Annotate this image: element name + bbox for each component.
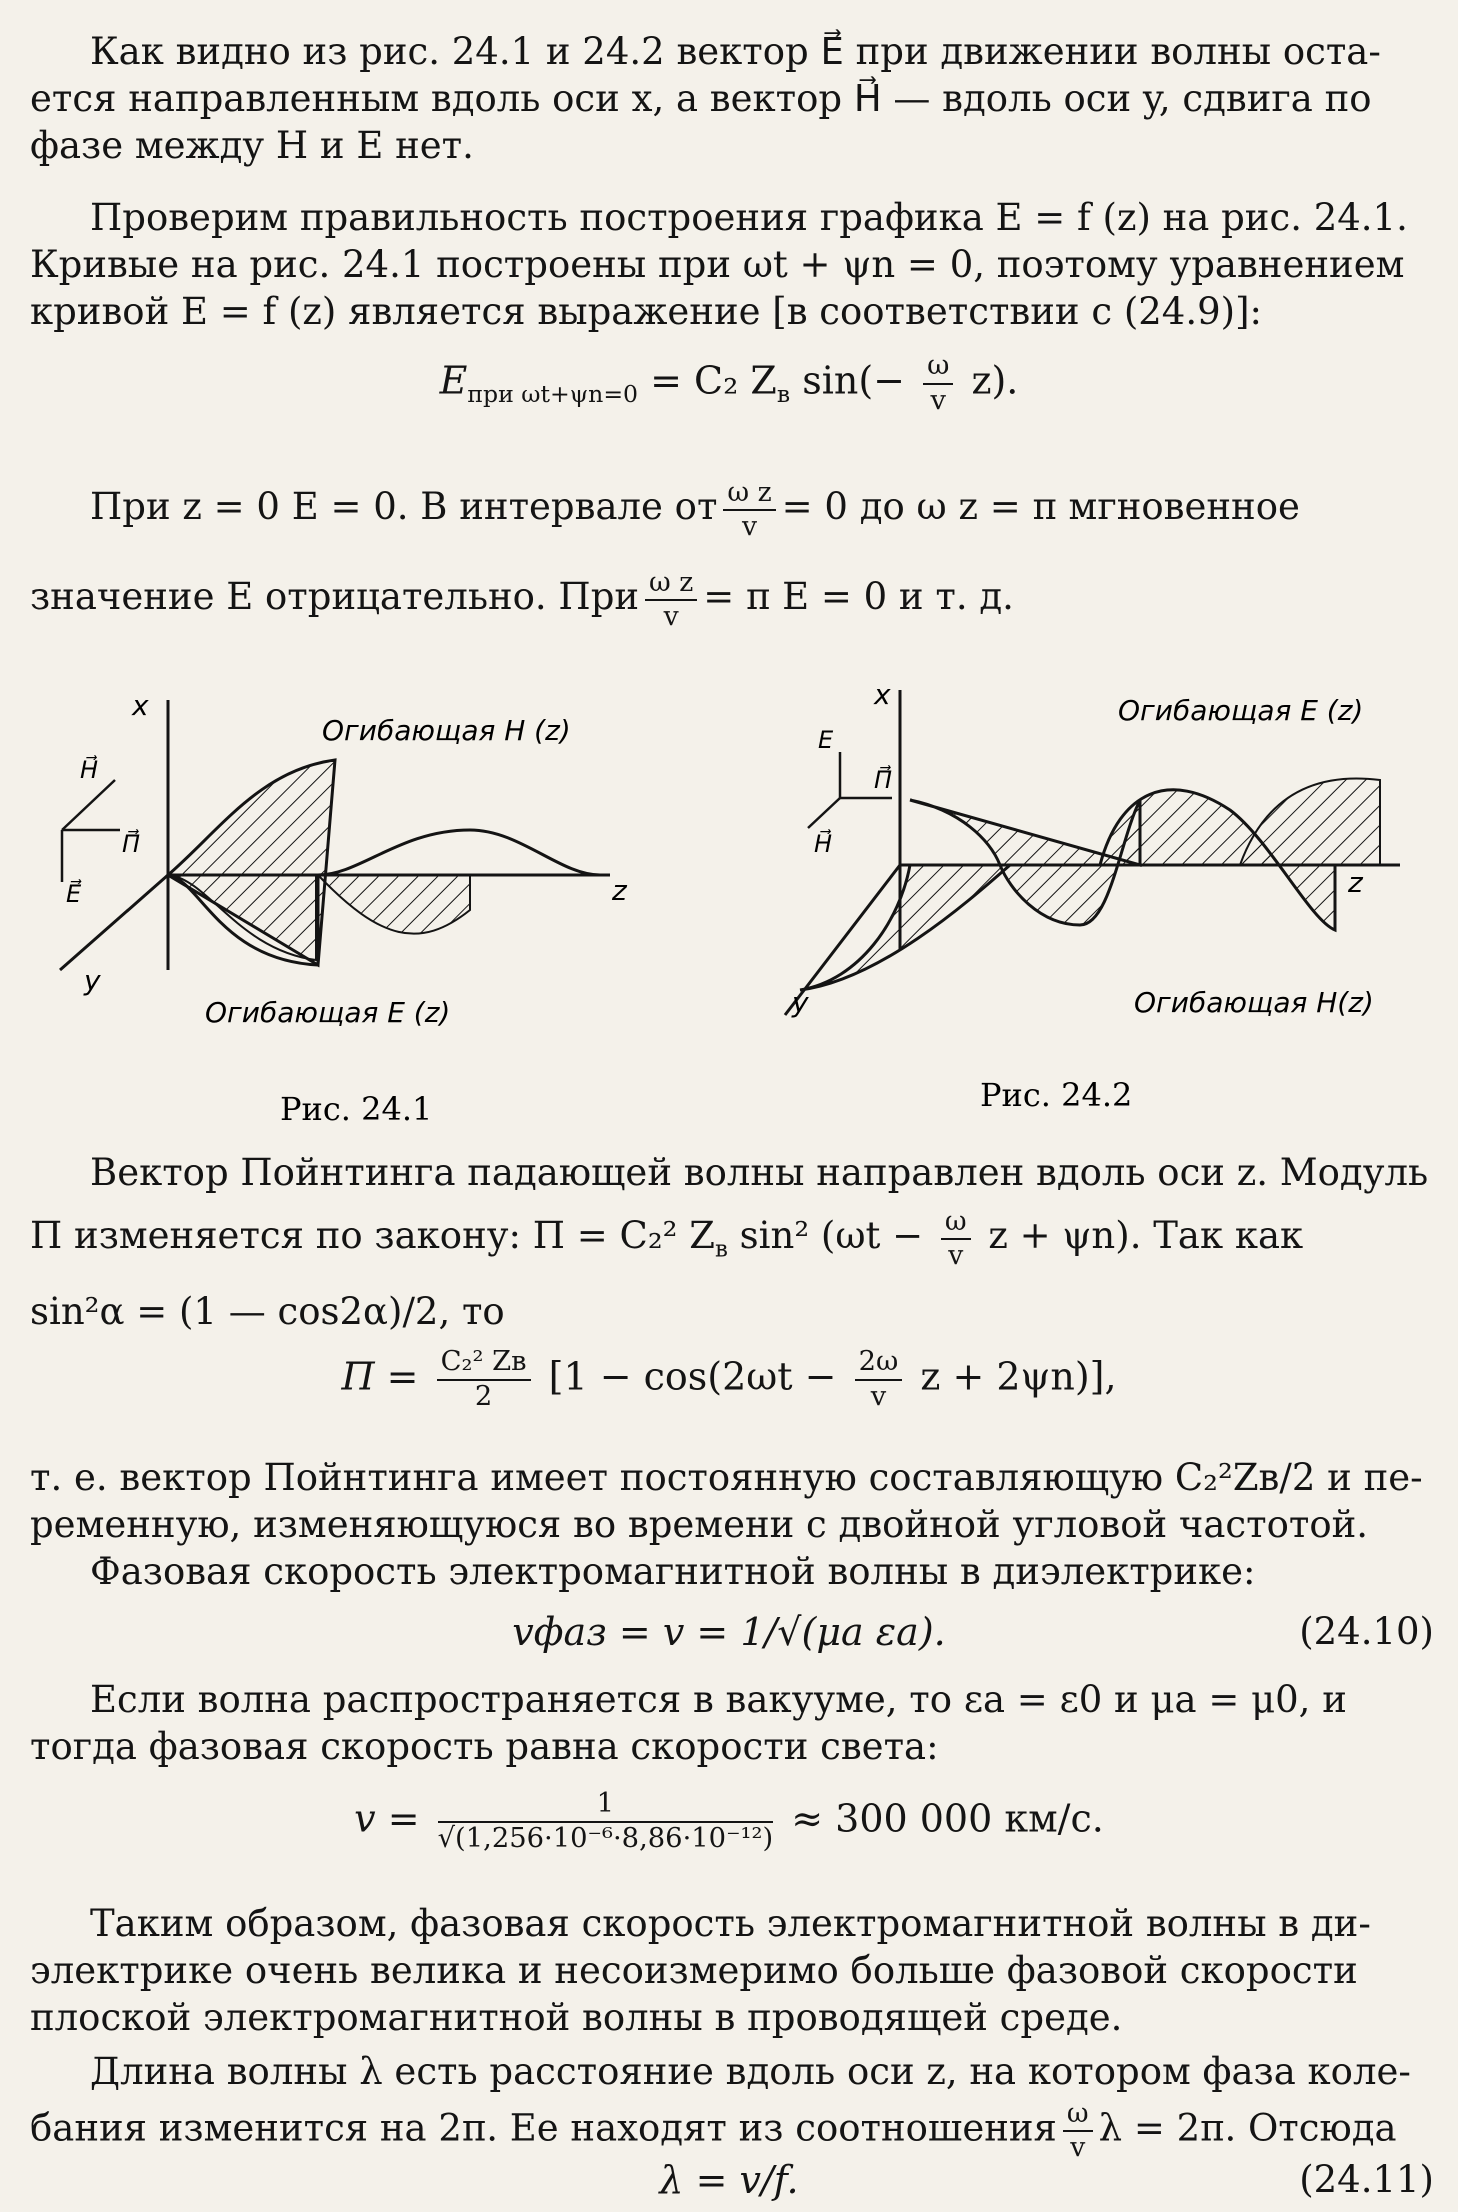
paragraph-check-graph <box>30 194 1440 335</box>
eq-part: = C₂ Z <box>638 358 777 403</box>
equation-e-at-zero-phase <box>0 350 1458 418</box>
vector-p-label: П⃗ <box>122 830 141 858</box>
figure-24-2 <box>785 678 1400 1114</box>
inline-fraction <box>941 1206 971 1272</box>
envelope-h-label: Огибающая H(z) <box>1134 986 1374 1019</box>
frac-num: ω z <box>645 567 697 601</box>
paragraph-conclusion <box>30 1900 1440 2041</box>
eq-subscript: в <box>776 379 791 408</box>
text-part: При z = 0 E = 0. В интервале от <box>90 485 718 528</box>
text-part: П изменяется по закону: П = C₂² Z <box>30 1214 715 1257</box>
eq-text: vфаз = v = 1/√(μa εa). <box>512 1610 946 1654</box>
text-line: кривой E = f (z) является выражение [в соответствии с (24.9)]: <box>30 290 1262 333</box>
eq-fraction <box>437 1346 531 1414</box>
eq-symbol: П = <box>341 1354 431 1399</box>
paragraph-poynting <box>30 1148 1440 1337</box>
eq-symbol: E <box>439 358 468 403</box>
text-line: ется направленным вдоль оси x, а вектор H⃗ — вдоль оси y, сдвига по <box>30 77 1372 120</box>
paragraph-vacuum <box>30 1676 1440 1770</box>
frac-num: 2ω <box>855 1346 903 1381</box>
vector-h-label: H⃗ <box>80 756 99 784</box>
equation-poynting-modulus <box>0 1346 1458 1414</box>
eq-fraction <box>923 350 953 418</box>
equation-speed-of-light <box>0 1788 1458 1856</box>
figures <box>0 660 1458 1140</box>
figure-24-1 <box>60 689 628 1128</box>
vector-e-label: E <box>818 726 834 754</box>
vector-h-label: H⃗ <box>814 830 833 858</box>
frac-den: v <box>742 510 758 542</box>
text-line: Проверим правильность построения графика E = f (z) на рис. 24.1. <box>90 196 1408 239</box>
frac-den: v <box>663 600 679 632</box>
figure-caption: Рис. 24.1 <box>280 1090 433 1128</box>
text-line: Как видно из рис. 24.1 и 24.2 вектор E⃗ при движении волны оста- <box>90 30 1381 73</box>
text-line: Таким образом, фазовая скорость электромагнитной волны в ди- <box>90 1902 1371 1945</box>
frac-num: 1 <box>438 1788 774 1823</box>
e-wave-envelope-2 <box>1240 778 1380 865</box>
text-part: λ = 2π. Отсюда <box>1098 2106 1397 2150</box>
vector-h-arrow <box>62 780 115 830</box>
eq-subscript: при ωt+ψn=0 <box>467 379 639 408</box>
text-line: т. е. вектор Пойнтинга имеет постоянную составляющую C₂²Zв/2 и пе- <box>30 1456 1423 1499</box>
text-part: = π E = 0 и т. д. <box>703 575 1014 618</box>
equation-number: (24.10) <box>1299 1610 1434 1653</box>
text-line: электрике очень велика и несоизмеримо больше фазовой скорости <box>30 1949 1358 1992</box>
h-wave-envelope <box>800 865 1010 990</box>
vector-h-arrow <box>808 798 840 828</box>
vector-e-label: E⃗ <box>66 880 82 908</box>
equation-phase-velocity <box>0 1610 1458 1654</box>
h-wave-envelope-2 <box>318 875 470 934</box>
eq-part: z). <box>959 358 1019 403</box>
text-line: Кривые на рис. 24.1 построены при ωt + ψn = 0, поэтому уравнением <box>30 243 1405 286</box>
frac-den: v <box>1070 2131 1086 2163</box>
eq-part: sin(− <box>790 358 918 403</box>
figure-caption: Рис. 24.2 <box>980 1076 1133 1114</box>
eq-part: [1 − cos(2ωt − <box>536 1354 849 1399</box>
frac-num: ω z <box>723 477 775 511</box>
axis-y-label: y <box>792 986 809 1019</box>
envelope-e-label: Огибающая E (z) <box>1118 694 1364 727</box>
frac-den: v <box>930 384 946 416</box>
text-part: значение E отрицательно. При <box>30 575 640 618</box>
inline-fraction <box>723 477 775 543</box>
text-line <box>30 2098 1440 2164</box>
eq-part: z + 2ψn)], <box>908 1354 1117 1399</box>
equation-number: (24.11) <box>1299 2158 1434 2201</box>
frac-den: 2 <box>474 1380 493 1412</box>
text-line: фазе между H и E нет. <box>30 124 474 167</box>
text-part: = 0 до ω z = π мгновенное <box>781 485 1300 528</box>
envelope-h-label: Огибающая H (z) <box>322 714 571 747</box>
text-line: Вектор Пойнтинга падающей волны направлен вдоль оси z. Модуль <box>90 1151 1429 1194</box>
text-subscript: в <box>714 1236 728 1263</box>
equation-wavelength <box>0 2158 1458 2202</box>
text-line <box>30 1198 1440 1287</box>
text-line: ременную, изменяющуюся во времени с двойной угловой частотой. <box>30 1503 1369 1546</box>
text-part: sin² (ωt − <box>727 1214 935 1257</box>
axis-x-label: x <box>132 689 149 722</box>
text-line: Длина волны λ есть расстояние вдоль оси z, на котором фаза коле- <box>90 2050 1411 2093</box>
frac-num: ω <box>1063 2098 1093 2132</box>
axis-z-label: z <box>612 874 627 907</box>
text-line: Фазовая скорость электромагнитной волны в диэлектрике: <box>90 1550 1256 1593</box>
frac-num: ω <box>941 1206 971 1240</box>
frac-num: C₂² Zв <box>437 1346 531 1381</box>
text-line <box>30 552 1440 642</box>
frac-den: √(1,256·10⁻⁶·8,86·10⁻¹²) <box>437 1822 774 1854</box>
inline-fraction <box>645 567 697 633</box>
text-part: z + ψn). Так как <box>976 1214 1304 1257</box>
axis-z-label: z <box>1348 866 1363 899</box>
text-line: тогда фазовая скорость равна скорости света: <box>30 1725 939 1768</box>
axis-x-label: x <box>874 678 891 711</box>
text-part: бания изменится на 2π. Ее находят из соотношения <box>30 2106 1057 2150</box>
text-line: плоской электромагнитной волны в проводящей среде. <box>30 1996 1123 2039</box>
eq-text: λ = v/f. <box>659 2158 799 2202</box>
inline-fraction <box>1063 2098 1093 2164</box>
eq-symbol: v = <box>354 1796 432 1841</box>
text-line <box>30 462 1440 552</box>
eq-part: ≈ 300 000 км/с. <box>779 1796 1104 1841</box>
eq-fraction <box>438 1788 774 1856</box>
frac-num: ω <box>923 350 953 385</box>
text-line: sin²α = (1 — cos2α)/2, то <box>30 1290 505 1334</box>
envelope-e-label: Огибающая E (z) <box>205 996 451 1029</box>
eq-fraction <box>855 1346 903 1414</box>
frac-den: v <box>870 1380 887 1412</box>
text-line: Если волна распространяется в вакууме, то εa = ε0 и μa = μ0, и <box>90 1678 1347 1721</box>
paragraph-interval <box>30 462 1440 642</box>
axis-y-label: y <box>84 964 101 997</box>
vector-p-label: П⃗ <box>874 766 893 794</box>
frac-den: v <box>948 1239 964 1271</box>
paragraph-constant-component <box>30 1454 1440 1595</box>
paragraph-wavelength <box>30 2046 1440 2164</box>
paragraph-vectors-direction <box>30 28 1440 169</box>
